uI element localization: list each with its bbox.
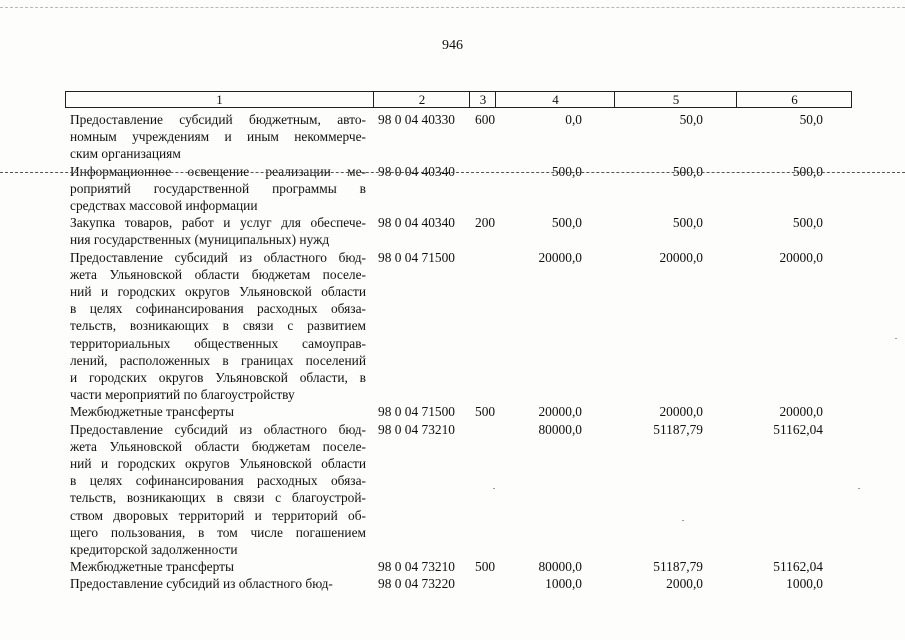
description-line: щего пользования, в том числе погашением xyxy=(70,524,366,540)
row-code: 98 0 04 40340 xyxy=(378,163,455,179)
row-expense-type: 500 xyxy=(475,559,496,575)
description-line: Межбюджетные трансферты xyxy=(70,559,234,575)
description-line: роприятий государственной программы в xyxy=(70,180,366,196)
description-line: тельств, возникающих в связи с благоустрой- xyxy=(70,490,366,506)
table-header xyxy=(65,91,852,108)
description-line: Предоставление субсидий из областного бюд- xyxy=(70,576,333,592)
row-value-col6: 20000,0 xyxy=(779,249,823,265)
row-code: 98 0 04 73220 xyxy=(378,576,455,592)
description-line: тельств, возникающих в связи с развитием xyxy=(70,318,366,334)
row-value-col4: 20000,0 xyxy=(538,249,582,265)
row-value-col6: 20000,0 xyxy=(779,404,823,420)
description-line: Предоставление субсидий из областного бюд- xyxy=(70,421,366,437)
row-value-col6: 51162,04 xyxy=(773,559,823,575)
description-line: лений, расположенных в границах поселений xyxy=(70,352,366,368)
scan-artifact-line xyxy=(0,172,905,173)
row-value-col5: 20000,0 xyxy=(659,404,703,420)
row-description xyxy=(70,249,366,404)
row-value-col4: 500,0 xyxy=(551,215,582,231)
row-value-col5: 51187,79 xyxy=(653,559,703,575)
description-line: в целях софинансирования расходных обяза- xyxy=(70,473,366,489)
row-code: 98 0 04 73210 xyxy=(378,559,455,575)
description-line: кредиторской задолженности xyxy=(70,542,238,558)
description-line: Закупка товаров, работ и услуг для обеспече- xyxy=(70,215,366,231)
row-value-col4: 80000,0 xyxy=(538,559,582,575)
row-expense-type: 200 xyxy=(475,215,496,231)
description-line: ний и городских округов Ульяновской области xyxy=(70,456,366,471)
row-description xyxy=(70,575,366,592)
row-description xyxy=(70,111,366,163)
description-line: ским организациям xyxy=(70,146,181,162)
description-line: Предоставление субсидий из областного бюд- xyxy=(70,249,366,265)
row-value-col5: 50,0 xyxy=(679,112,703,127)
row-value-col6: 50,0 xyxy=(799,112,823,127)
scan-edge-line xyxy=(0,7,905,8)
row-value-col5: 20000,0 xyxy=(659,249,703,265)
row-value-col4: 1000,0 xyxy=(545,576,582,592)
row-expense-type: 600 xyxy=(475,112,496,127)
row-value-col5: 500,0 xyxy=(672,163,703,179)
description-line: жета Ульяновской области бюджетам поселе- xyxy=(70,438,366,454)
scan-speck xyxy=(858,488,860,489)
header-col-3: 3 xyxy=(469,92,496,107)
header-col-2: 2 xyxy=(373,92,470,107)
description-line: в целях софинансирования расходных обяза- xyxy=(70,301,366,317)
scan-speck xyxy=(493,488,495,489)
row-value-col5: 2000,0 xyxy=(666,576,703,592)
header-col-5: 5 xyxy=(614,92,737,107)
description-line: ством дворовых территорий и территорий об- xyxy=(70,507,366,523)
row-code: 98 0 04 71500 xyxy=(378,404,455,420)
row-value-col6: 500,0 xyxy=(792,163,823,179)
row-description xyxy=(70,558,366,575)
description-line: Информационное освещение реализации ме- xyxy=(70,163,366,179)
description-line: и городских округов Ульяновской области, в xyxy=(70,370,366,386)
header-col-1: 1 xyxy=(216,92,223,107)
row-value-col6: 1000,0 xyxy=(786,576,823,592)
row-code: 98 0 04 73210 xyxy=(378,421,455,437)
row-value-col5: 51187,79 xyxy=(653,421,703,437)
row-description xyxy=(70,163,366,215)
scan-speck xyxy=(682,520,684,521)
row-code: 98 0 04 71500 xyxy=(378,249,455,265)
description-line: средствах массовой информации xyxy=(70,198,258,213)
row-value-col4: 0,0 xyxy=(565,112,582,127)
row-code: 98 0 04 40340 xyxy=(378,215,455,231)
row-value-col6: 51162,04 xyxy=(773,421,823,437)
row-expense-type: 500 xyxy=(475,404,496,420)
row-value-col6: 500,0 xyxy=(792,215,823,231)
row-description xyxy=(70,214,366,248)
scan-speck xyxy=(895,338,897,339)
header-col-6: 6 xyxy=(736,92,852,107)
row-value-col4: 500,0 xyxy=(551,163,582,179)
description-line: ния государственных (муниципальных) нужд xyxy=(70,232,330,248)
row-value-col4: 80000,0 xyxy=(538,421,582,437)
description-line: жета Ульяновской области бюджетам поселе- xyxy=(70,266,366,282)
row-description xyxy=(70,421,366,559)
row-value-col4: 20000,0 xyxy=(538,404,582,420)
header-col-4: 4 xyxy=(495,92,615,107)
row-description xyxy=(70,403,366,420)
description-line: Межбюджетные трансферты xyxy=(70,404,234,420)
description-line: территориальных общественных самоуправ- xyxy=(70,335,366,351)
page-number: 946 xyxy=(442,38,463,53)
description-line: части мероприятий по благоустройству xyxy=(70,387,295,403)
description-line: Предоставление субсидий бюджетным, авто- xyxy=(70,112,366,127)
description-line: номным учреждениям и иным некоммерче- xyxy=(70,129,366,145)
description-line: ний и городских округов Ульяновской области xyxy=(70,284,366,299)
row-code: 98 0 04 40330 xyxy=(378,112,455,127)
row-value-col5: 500,0 xyxy=(672,215,703,231)
